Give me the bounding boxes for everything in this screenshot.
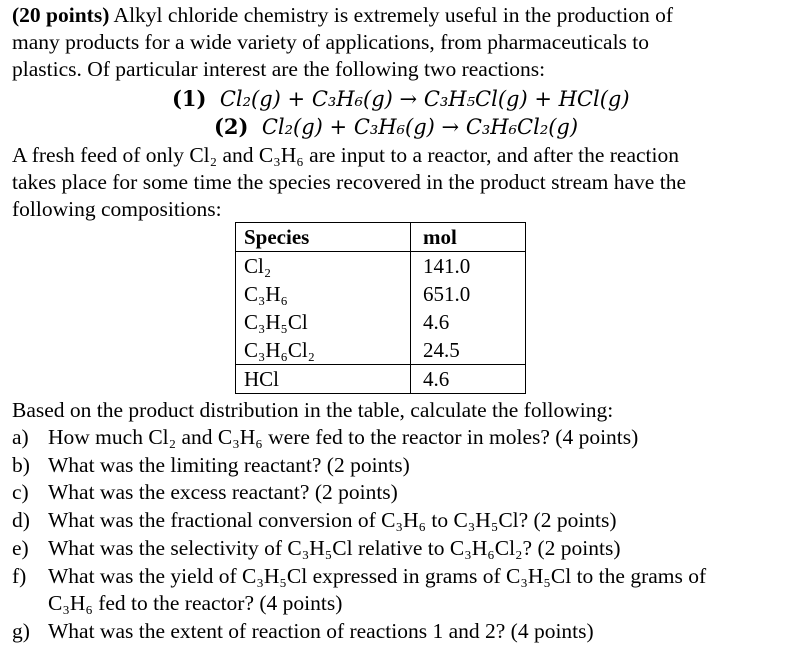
- reaction-2: [214, 114, 578, 139]
- table-row: [236, 280, 526, 308]
- question-text: What was the fractional conversion of C₃H₆ to C₃H₅Cl? (2 points): [48, 508, 617, 532]
- feed-line-1: A fresh feed of only Cl₂ and C₃H₆ are input to a reactor, and after the reaction: [12, 143, 679, 167]
- reaction-2-equation: Cl₂(g) + C₃H₆(g) → C₃H₆Cl₂(g): [261, 115, 579, 139]
- species-cell: Cl₂: [236, 252, 411, 281]
- question-text-continued: C₃H₆ fed to the reactor? (4 points): [48, 591, 343, 615]
- question-a: [12, 424, 638, 451]
- question-text: What was the extent of reaction of reactions 1 and 2? (4 points): [48, 619, 594, 643]
- question-d: [12, 507, 617, 534]
- intro-line-3: plastics. Of particular interest are the following two reactions:: [12, 57, 546, 81]
- mol-cell: 651.0: [411, 280, 526, 308]
- species-cell: C₃H₆Cl₂: [236, 336, 411, 365]
- feed-paragraph: [12, 142, 686, 223]
- table-row: [236, 252, 526, 281]
- question-text: What was the yield of C₃H₅Cl expressed in grams of C₃H₅Cl to the grams of: [48, 564, 707, 588]
- species-cell: HCl: [236, 365, 411, 394]
- question-text: What was the limiting reactant? (2 points): [48, 453, 410, 477]
- question-c: [12, 479, 398, 506]
- mol-cell: 4.6: [411, 308, 526, 336]
- question-b: [12, 452, 410, 479]
- reaction-1-number: (1): [172, 86, 207, 111]
- question-label: b): [12, 453, 30, 477]
- intro-text-1: Alkyl chloride chemistry is extremely useful in the production of: [109, 3, 674, 27]
- feed-line-2: takes place for some time the species recovered in the product stream have the: [12, 170, 686, 194]
- intro-paragraph: [12, 2, 673, 83]
- species-cell: C₃H₅Cl: [236, 308, 411, 336]
- question-text: How much Cl₂ and C₃H₆ were fed to the reactor in moles? (4 points): [48, 425, 639, 449]
- composition-table: [235, 222, 526, 394]
- intro-line-1: [12, 3, 673, 27]
- question-label: e): [12, 536, 29, 560]
- question-text: What was the selectivity of C₃H₅Cl relative to C₃H₆Cl₂? (2 points): [48, 536, 621, 560]
- questions-prompt: Based on the product distribution in the table, calculate the following:: [12, 398, 614, 422]
- table-row: [236, 308, 526, 336]
- table-row: [236, 365, 526, 394]
- question-label: g): [12, 619, 30, 643]
- header-species: Species: [236, 223, 411, 252]
- header-mol: mol: [411, 223, 526, 252]
- reaction-1-equation: Cl₂(g) + C₃H₆(g) → C₃H₅Cl(g) + HCl(g): [219, 87, 630, 111]
- reaction-1: [172, 86, 630, 111]
- feed-line-3: following compositions:: [12, 197, 222, 221]
- question-label: f): [12, 564, 27, 588]
- question-f: [12, 563, 706, 617]
- question-label: a): [12, 425, 29, 449]
- question-text: What was the excess reactant? (2 points): [48, 480, 398, 504]
- question-label: d): [12, 508, 30, 532]
- species-cell: C₃H₆: [236, 280, 411, 308]
- reaction-2-number: (2): [214, 114, 249, 139]
- mol-cell: 4.6: [411, 365, 526, 394]
- mol-cell: 141.0: [411, 252, 526, 281]
- mol-cell: 24.5: [411, 336, 526, 365]
- points-label: (20 points): [12, 3, 110, 27]
- question-g: [12, 618, 594, 645]
- table-row: [236, 336, 526, 365]
- table-header-row: [236, 223, 526, 252]
- question-e: [12, 535, 620, 562]
- question-label: c): [12, 480, 29, 504]
- intro-line-2: many products for a wide variety of applications, from pharmaceuticals to: [12, 30, 650, 54]
